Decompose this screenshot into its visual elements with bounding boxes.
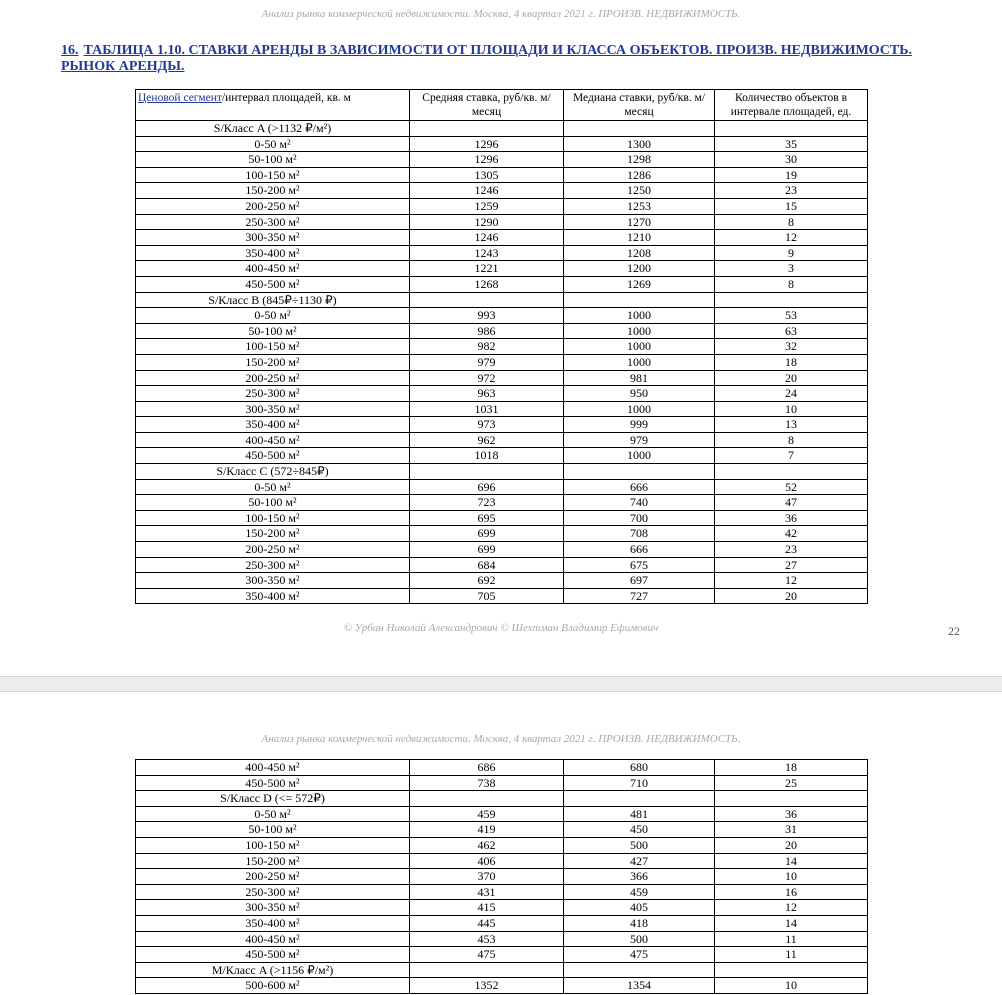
segment-cell: S/Класс B (845₽÷1130 ₽) bbox=[136, 292, 410, 308]
count-cell: 42 bbox=[715, 526, 868, 542]
count-cell: 23 bbox=[715, 542, 868, 558]
table-row bbox=[136, 542, 868, 558]
area-cell: 100-150 м² bbox=[136, 837, 410, 853]
avg-rate-cell: 979 bbox=[410, 354, 564, 370]
table-row bbox=[136, 214, 868, 230]
count-cell: 13 bbox=[715, 417, 868, 433]
avg-rate-cell: 1352 bbox=[410, 978, 564, 994]
median-rate-cell: 1250 bbox=[564, 183, 715, 199]
area-cell: 300-350 м² bbox=[136, 573, 410, 589]
median-rate-cell: 710 bbox=[564, 775, 715, 791]
count-cell: 7 bbox=[715, 448, 868, 464]
count-cell: 31 bbox=[715, 822, 868, 838]
area-cell: 450-500 м² bbox=[136, 947, 410, 963]
col-header-avg-rate: Средняя ставка, руб/кв. м/месяц bbox=[410, 90, 564, 121]
table-row bbox=[136, 308, 868, 324]
count-cell: 14 bbox=[715, 915, 868, 931]
avg-rate-cell: 696 bbox=[410, 479, 564, 495]
count-cell: 63 bbox=[715, 323, 868, 339]
count-cell: 12 bbox=[715, 573, 868, 589]
table-row bbox=[136, 557, 868, 573]
median-rate-cell: 427 bbox=[564, 853, 715, 869]
median-rate-cell: 999 bbox=[564, 417, 715, 433]
median-rate-cell: 405 bbox=[564, 900, 715, 916]
area-cell: 350-400 м² bbox=[136, 915, 410, 931]
segment-cell: M/Класс A (>1156 ₽/м²) bbox=[136, 962, 410, 978]
avg-rate-cell: 459 bbox=[410, 806, 564, 822]
median-rate-cell: 366 bbox=[564, 869, 715, 885]
table-row bbox=[136, 853, 868, 869]
table-row bbox=[136, 245, 868, 261]
avg-rate-cell: 993 bbox=[410, 308, 564, 324]
avg-rate-cell: 1290 bbox=[410, 214, 564, 230]
median-rate-cell: 1000 bbox=[564, 401, 715, 417]
table-row bbox=[136, 198, 868, 214]
count-cell: 18 bbox=[715, 354, 868, 370]
avg-rate-cell: 1259 bbox=[410, 198, 564, 214]
median-rate-cell: 727 bbox=[564, 588, 715, 604]
area-cell: 100-150 м² bbox=[136, 339, 410, 355]
count-cell: 8 bbox=[715, 214, 868, 230]
avg-rate-cell: 1243 bbox=[410, 245, 564, 261]
avg-rate-cell: 1246 bbox=[410, 230, 564, 246]
median-rate-cell: 1000 bbox=[564, 354, 715, 370]
median-rate-cell: 450 bbox=[564, 822, 715, 838]
median-rate-cell: 475 bbox=[564, 947, 715, 963]
count-cell: 19 bbox=[715, 167, 868, 183]
median-rate-cell: 1200 bbox=[564, 261, 715, 277]
area-cell: 150-200 м² bbox=[136, 354, 410, 370]
median-rate-cell: 950 bbox=[564, 386, 715, 402]
area-cell: 300-350 м² bbox=[136, 900, 410, 916]
median-rate-cell: 1286 bbox=[564, 167, 715, 183]
median-rate-cell: 1298 bbox=[564, 152, 715, 168]
area-cell: 400-450 м² bbox=[136, 931, 410, 947]
col-header-segment: Ценовой сегмент/интервал площадей, кв. м bbox=[136, 90, 410, 121]
segment-cell: S/Класс D (<= 572₽) bbox=[136, 791, 410, 807]
avg-rate-cell: 972 bbox=[410, 370, 564, 386]
table-row bbox=[136, 806, 868, 822]
table-row bbox=[136, 183, 868, 199]
area-cell: 350-400 м² bbox=[136, 245, 410, 261]
count-cell: 15 bbox=[715, 198, 868, 214]
median-rate-cell: 481 bbox=[564, 806, 715, 822]
table-row bbox=[136, 448, 868, 464]
table-row bbox=[136, 573, 868, 589]
avg-rate-cell: 1268 bbox=[410, 276, 564, 292]
avg-rate-cell: 705 bbox=[410, 588, 564, 604]
table-row bbox=[136, 354, 868, 370]
avg-rate-cell: 419 bbox=[410, 822, 564, 838]
avg-rate-cell: 973 bbox=[410, 417, 564, 433]
avg-rate-cell: 982 bbox=[410, 339, 564, 355]
area-cell: 200-250 м² bbox=[136, 869, 410, 885]
page-separator bbox=[0, 676, 1002, 692]
count-cell: 16 bbox=[715, 884, 868, 900]
count-cell: 47 bbox=[715, 495, 868, 511]
avg-rate-cell: 406 bbox=[410, 853, 564, 869]
table-row bbox=[136, 339, 868, 355]
count-cell: 18 bbox=[715, 760, 868, 776]
avg-rate-cell: 1296 bbox=[410, 152, 564, 168]
count-cell: 20 bbox=[715, 588, 868, 604]
avg-rate-cell: 1305 bbox=[410, 167, 564, 183]
table-row bbox=[136, 479, 868, 495]
count-cell: 10 bbox=[715, 869, 868, 885]
area-cell: 400-450 м² bbox=[136, 432, 410, 448]
area-cell: 350-400 м² bbox=[136, 417, 410, 433]
table-row bbox=[136, 276, 868, 292]
table-row bbox=[136, 152, 868, 168]
area-cell: 400-450 м² bbox=[136, 760, 410, 776]
avg-rate-cell: 1031 bbox=[410, 401, 564, 417]
median-rate-cell: 708 bbox=[564, 526, 715, 542]
table-row bbox=[136, 884, 868, 900]
avg-rate-cell: 415 bbox=[410, 900, 564, 916]
count-cell: 11 bbox=[715, 931, 868, 947]
avg-rate-cell: 445 bbox=[410, 915, 564, 931]
count-cell: 20 bbox=[715, 837, 868, 853]
segment-cell: S/Класс C (572÷845₽) bbox=[136, 464, 410, 480]
table-row bbox=[136, 417, 868, 433]
count-cell: 11 bbox=[715, 947, 868, 963]
count-cell: 8 bbox=[715, 432, 868, 448]
median-rate-cell: 1210 bbox=[564, 230, 715, 246]
median-rate-cell: 1000 bbox=[564, 323, 715, 339]
median-rate-cell: 666 bbox=[564, 479, 715, 495]
area-cell: 0-50 м² bbox=[136, 308, 410, 324]
area-cell: 350-400 м² bbox=[136, 588, 410, 604]
table-row bbox=[136, 261, 868, 277]
title-number: 16. bbox=[61, 43, 79, 58]
area-cell: 0-50 м² bbox=[136, 479, 410, 495]
median-rate-cell: 1270 bbox=[564, 214, 715, 230]
table-row bbox=[136, 947, 868, 963]
median-rate-cell: 700 bbox=[564, 510, 715, 526]
median-rate-cell: 979 bbox=[564, 432, 715, 448]
count-cell: 9 bbox=[715, 245, 868, 261]
avg-rate-cell: 475 bbox=[410, 947, 564, 963]
area-cell: 300-350 м² bbox=[136, 401, 410, 417]
rent-rates-table-continued bbox=[135, 759, 868, 994]
avg-rate-cell: 1221 bbox=[410, 261, 564, 277]
area-cell: 300-350 м² bbox=[136, 230, 410, 246]
table-row bbox=[136, 510, 868, 526]
avg-rate-cell: 453 bbox=[410, 931, 564, 947]
median-rate-cell: 1354 bbox=[564, 978, 715, 994]
table-row-section bbox=[136, 121, 868, 137]
median-rate-cell: 1208 bbox=[564, 245, 715, 261]
table-row bbox=[136, 760, 868, 776]
table-row bbox=[136, 495, 868, 511]
area-cell: 200-250 м² bbox=[136, 370, 410, 386]
count-cell: 32 bbox=[715, 339, 868, 355]
table-row bbox=[136, 432, 868, 448]
running-header: Анализ рынка коммерческой недвижимости. Москва, 4 квартал 2021 г. ПРОИЗВ. НЕДВИЖИМОСТЬ. bbox=[261, 8, 741, 20]
table-title[interactable] bbox=[61, 43, 961, 74]
avg-rate-cell: 695 bbox=[410, 510, 564, 526]
table-row bbox=[136, 775, 868, 791]
area-cell: 250-300 м² bbox=[136, 214, 410, 230]
count-cell: 36 bbox=[715, 510, 868, 526]
median-rate-cell: 418 bbox=[564, 915, 715, 931]
area-cell: 0-50 м² bbox=[136, 806, 410, 822]
avg-rate-cell: 462 bbox=[410, 837, 564, 853]
avg-rate-cell: 962 bbox=[410, 432, 564, 448]
col-header-object-count: Количество объектов в интервале площадей, ед. bbox=[715, 90, 868, 121]
count-cell: 24 bbox=[715, 386, 868, 402]
title-text: ТАБЛИЦА 1.10. СТАВКИ АРЕНДЫ В ЗАВИСИМОСТИ ОТ ПЛОЩАДИ И КЛАССА ОБЪЕКТОВ. ПРОИЗВ. НЕДВИЖИМОСТЬ. РЫНОК АРЕНДЫ. bbox=[61, 43, 912, 74]
count-cell: 10 bbox=[715, 401, 868, 417]
document-page-2 bbox=[0, 692, 1002, 995]
table-row bbox=[136, 978, 868, 994]
median-rate-cell: 500 bbox=[564, 931, 715, 947]
avg-rate-cell: 370 bbox=[410, 869, 564, 885]
count-cell: 3 bbox=[715, 261, 868, 277]
area-cell: 50-100 м² bbox=[136, 822, 410, 838]
area-cell: 100-150 м² bbox=[136, 510, 410, 526]
price-segment-link[interactable]: Ценовой сегмент bbox=[138, 92, 222, 104]
table-row bbox=[136, 869, 868, 885]
median-rate-cell: 500 bbox=[564, 837, 715, 853]
table-row bbox=[136, 323, 868, 339]
table-header-row bbox=[136, 90, 868, 121]
table-row bbox=[136, 915, 868, 931]
median-rate-cell: 981 bbox=[564, 370, 715, 386]
table-row-section bbox=[136, 962, 868, 978]
avg-rate-cell: 699 bbox=[410, 526, 564, 542]
area-cell: 400-450 м² bbox=[136, 261, 410, 277]
table-row bbox=[136, 136, 868, 152]
area-cell: 200-250 м² bbox=[136, 542, 410, 558]
count-cell: 14 bbox=[715, 853, 868, 869]
segment-cell: S/Класс A (>1132 ₽/м²) bbox=[136, 121, 410, 137]
table-row bbox=[136, 401, 868, 417]
median-rate-cell: 666 bbox=[564, 542, 715, 558]
page-number: 22 bbox=[948, 624, 960, 638]
avg-rate-cell: 431 bbox=[410, 884, 564, 900]
table-row bbox=[136, 822, 868, 838]
area-cell: 150-200 м² bbox=[136, 526, 410, 542]
area-cell: 250-300 м² bbox=[136, 884, 410, 900]
median-rate-cell: 697 bbox=[564, 573, 715, 589]
area-cell: 50-100 м² bbox=[136, 323, 410, 339]
median-rate-cell: 675 bbox=[564, 557, 715, 573]
count-cell: 12 bbox=[715, 900, 868, 916]
avg-rate-cell: 1296 bbox=[410, 136, 564, 152]
count-cell: 25 bbox=[715, 775, 868, 791]
table-row-section bbox=[136, 791, 868, 807]
avg-rate-cell: 692 bbox=[410, 573, 564, 589]
table-row bbox=[136, 588, 868, 604]
table-row bbox=[136, 230, 868, 246]
avg-rate-cell: 738 bbox=[410, 775, 564, 791]
count-cell: 10 bbox=[715, 978, 868, 994]
area-cell: 0-50 м² bbox=[136, 136, 410, 152]
area-cell: 50-100 м² bbox=[136, 152, 410, 168]
median-rate-cell: 1300 bbox=[564, 136, 715, 152]
area-cell: 150-200 м² bbox=[136, 853, 410, 869]
table-row bbox=[136, 837, 868, 853]
avg-rate-cell: 684 bbox=[410, 557, 564, 573]
median-rate-cell: 1000 bbox=[564, 448, 715, 464]
running-header: Анализ рынка коммерческой недвижимости. Москва, 4 квартал 2021 г. ПРОИЗВ. НЕДВИЖИМОСТЬ. bbox=[261, 733, 741, 745]
avg-rate-cell: 723 bbox=[410, 495, 564, 511]
area-cell: 200-250 м² bbox=[136, 198, 410, 214]
table-row bbox=[136, 386, 868, 402]
median-rate-cell: 459 bbox=[564, 884, 715, 900]
avg-rate-cell: 686 bbox=[410, 760, 564, 776]
area-cell: 100-150 м² bbox=[136, 167, 410, 183]
area-cell: 250-300 м² bbox=[136, 557, 410, 573]
rent-rates-table bbox=[135, 89, 868, 604]
area-cell: 450-500 м² bbox=[136, 775, 410, 791]
count-cell: 8 bbox=[715, 276, 868, 292]
table-row-section bbox=[136, 464, 868, 480]
area-cell: 250-300 м² bbox=[136, 386, 410, 402]
table-row-section bbox=[136, 292, 868, 308]
median-rate-cell: 1253 bbox=[564, 198, 715, 214]
area-cell: 50-100 м² bbox=[136, 495, 410, 511]
table-row bbox=[136, 370, 868, 386]
count-cell: 53 bbox=[715, 308, 868, 324]
col-header-median-rate: Медиана ставки, руб/кв. м/месяц bbox=[564, 90, 715, 121]
page-footer: © Урбан Николай Александрович © Шехтман Владимир Ефимович bbox=[343, 622, 659, 634]
area-cell: 450-500 м² bbox=[136, 276, 410, 292]
avg-rate-cell: 699 bbox=[410, 542, 564, 558]
median-rate-cell: 1269 bbox=[564, 276, 715, 292]
count-cell: 27 bbox=[715, 557, 868, 573]
count-cell: 20 bbox=[715, 370, 868, 386]
median-rate-cell: 680 bbox=[564, 760, 715, 776]
count-cell: 52 bbox=[715, 479, 868, 495]
avg-rate-cell: 1246 bbox=[410, 183, 564, 199]
area-cell: 150-200 м² bbox=[136, 183, 410, 199]
area-cell: 500-600 м² bbox=[136, 978, 410, 994]
median-rate-cell: 740 bbox=[564, 495, 715, 511]
count-cell: 35 bbox=[715, 136, 868, 152]
table-row bbox=[136, 900, 868, 916]
avg-rate-cell: 1018 bbox=[410, 448, 564, 464]
avg-rate-cell: 963 bbox=[410, 386, 564, 402]
table-row bbox=[136, 167, 868, 183]
table-row bbox=[136, 526, 868, 542]
avg-rate-cell: 986 bbox=[410, 323, 564, 339]
count-cell: 36 bbox=[715, 806, 868, 822]
count-cell: 23 bbox=[715, 183, 868, 199]
count-cell: 30 bbox=[715, 152, 868, 168]
count-cell: 12 bbox=[715, 230, 868, 246]
median-rate-cell: 1000 bbox=[564, 308, 715, 324]
area-cell: 450-500 м² bbox=[136, 448, 410, 464]
table-row bbox=[136, 931, 868, 947]
median-rate-cell: 1000 bbox=[564, 339, 715, 355]
